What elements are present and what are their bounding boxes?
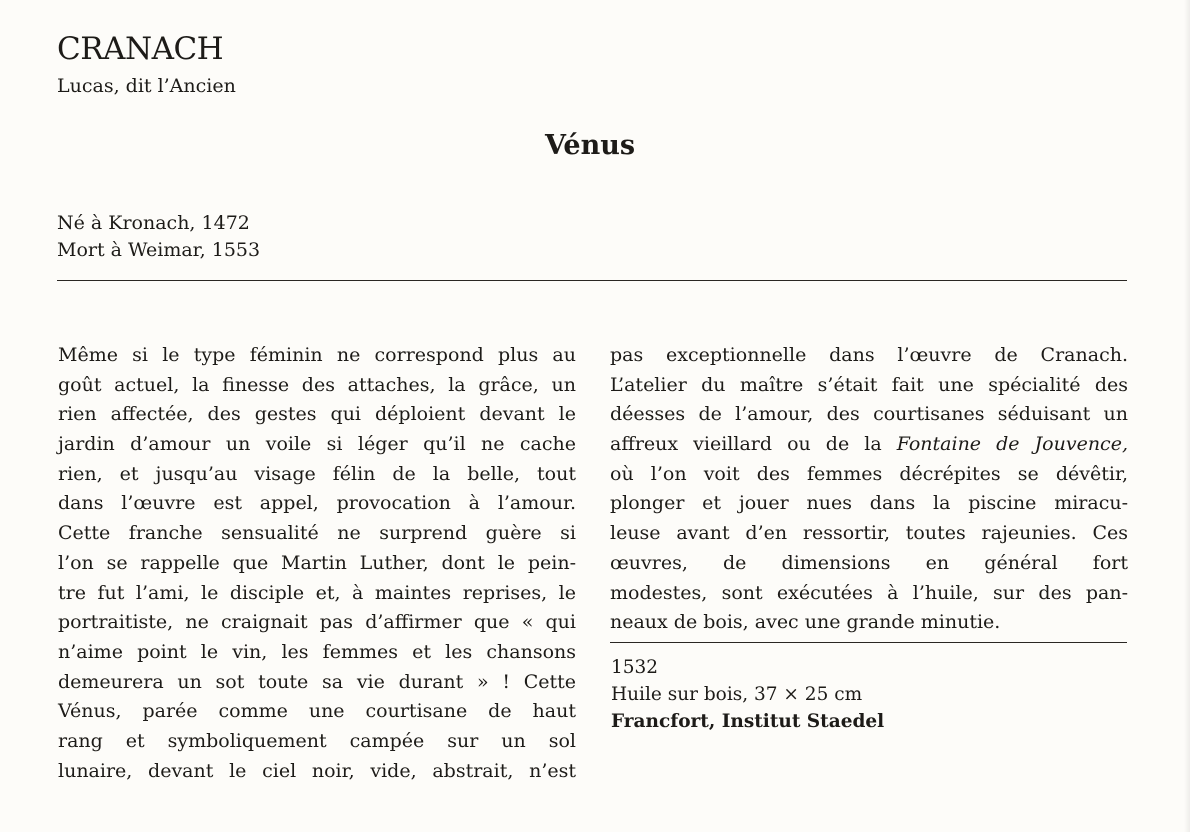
page-edge-shadow (1184, 0, 1190, 832)
text-line: lunaire, devant le ciel noir, vide, abstrait, n’est (58, 759, 576, 782)
text-column-left (58, 341, 576, 786)
artwork-details (611, 654, 884, 735)
text-line: jardin d’amour un voile si léger qu’il ne cache (58, 433, 576, 456)
text-line: leuse avant d’en ressortir, toutes rajeunies. Ces (610, 522, 1128, 545)
text-line: Même si le type féminin ne correspond plus au (58, 344, 576, 366)
text-line: plonger et jouer nues dans la piscine miracu- (610, 492, 1128, 515)
text-line: pas exceptionnelle dans l’œuvre de Cranach. (610, 344, 1128, 366)
artwork-location: Francfort, Institut Staedel (611, 711, 885, 732)
text-line: Vénus, parée comme une courtisane de haut (58, 700, 576, 723)
artwork-medium: Huile sur bois, 37 × 25 cm (611, 684, 863, 705)
artist-name: CRANACH (57, 31, 224, 67)
text-line: rang et symboliquement campée sur un sol (58, 729, 576, 752)
text-line: œuvres, de dimensions en général fort (610, 551, 1128, 574)
text-line: Cette franche sensualité ne surprend guère si (58, 522, 576, 545)
italic-title: Fontaine de Jouvence, (896, 433, 1128, 456)
text-line: rien affectée, des gestes qui déploient devant le (58, 403, 576, 426)
text-line: affreux vieillard ou de la Fontaine de Jouvence, (610, 433, 1128, 456)
artist-subtitle: Lucas, dit l’Ancien (57, 75, 236, 97)
text-line: goût actuel, la finesse des attaches, la grâce, un (58, 373, 576, 396)
text-line: tre fut l’ami, le disciple et, à maintes reprises, le (58, 581, 576, 604)
caption-divider (610, 642, 1127, 643)
text-line: neaux de bois, avec une grande minutie. (610, 611, 1001, 634)
artist-life-dates (57, 210, 260, 264)
text-line: rien, et jusqu’au visage félin de la belle, tout (58, 462, 576, 485)
text-line: l’on se rappelle que Martin Luther, dont le pein- (58, 551, 576, 574)
birth-info: Né à Kronach, 1472 (57, 212, 250, 234)
artwork-title: Vénus (544, 130, 636, 161)
text-line: modestes, sont exécutées à l’huile, sur des pan- (610, 581, 1128, 604)
artwork-year: 1532 (611, 657, 659, 678)
text-column-right (610, 341, 1128, 638)
text-line: demeurera un sot toute sa vie durant » ! Cette (58, 670, 576, 693)
text-line: déesses de l’amour, des courtisanes séduisant un (610, 403, 1128, 426)
text-line: dans l’œuvre est appel, provocation à l’amour. (58, 492, 576, 515)
text-line: portraitiste, ne craignait pas d’affirmer que « qui (58, 611, 576, 634)
text-line: où l’on voit des femmes décrépites se dévêtir, (610, 462, 1128, 485)
header-divider (57, 280, 1127, 281)
text-line: L’atelier du maître s’était fait une spécialité des (610, 373, 1128, 396)
death-info: Mort à Weimar, 1553 (57, 239, 261, 261)
text-line: n’aime point le vin, les femmes et les chansons (58, 640, 576, 663)
